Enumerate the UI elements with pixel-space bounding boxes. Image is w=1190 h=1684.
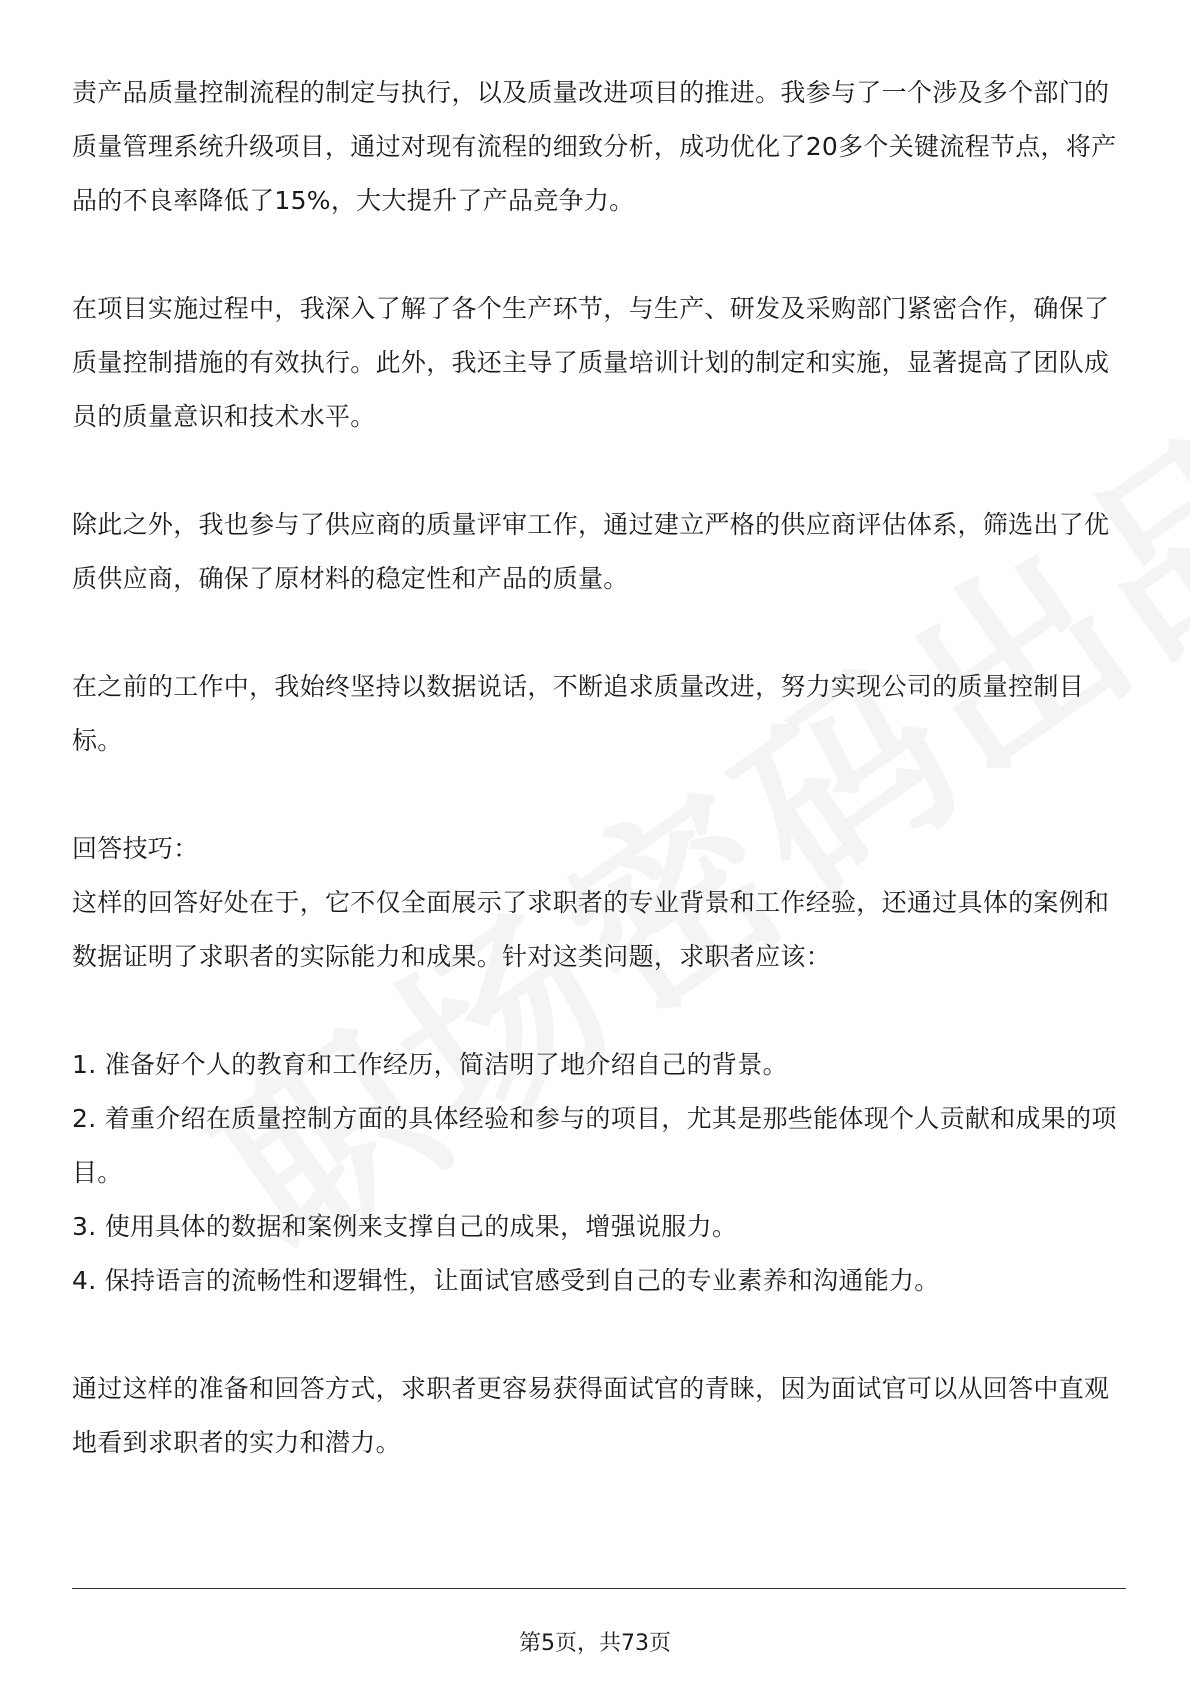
paragraph-supplier-review: 除此之外，我也参与了供应商的质量评审工作，通过建立严格的供应商评估体系，筛选出了优质供应商，确保了原材料的稳定性和产品的质量。	[72, 510, 1110, 593]
tips-heading: 回答技巧：	[72, 834, 199, 863]
tips-list-item: 1. 准备好个人的教育和工作经历，简洁明了地介绍自己的背景。	[72, 1050, 788, 1079]
page-content	[72, 66, 1132, 1470]
tips-list-item: 3. 使用具体的数据和案例来支撑自己的成果，增强说服力。	[72, 1212, 738, 1241]
paragraph-data-driven: 在之前的工作中，我始终坚持以数据说话，不断追求质量改进，努力实现公司的质量控制目标。	[72, 672, 1085, 755]
paragraph-experience-summary: 责产品质量控制流程的制定与执行，以及质量改进项目的推进。我参与了一个涉及多个部门的质量管理系统升级项目，通过对现有流程的细致分析，成功优化了20多个关键流程节点，将产品的不良率降低了15%，大大提升了产品竞争力。	[72, 78, 1117, 215]
tips-list-item: 2. 着重介绍在质量控制方面的具体经验和参与的项目，尤其是那些能体现个人贡献和成果的项目。	[72, 1104, 1117, 1187]
tips-intro: 这样的回答好处在于，它不仅全面展示了求职者的专业背景和工作经验，还通过具体的案例和数据证明了求职者的实际能力和成果。针对这类问题，求职者应该：	[72, 888, 1110, 971]
tips-list-item: 4. 保持语言的流畅性和逻辑性，让面试官感受到自己的专业素养和沟通能力。	[72, 1266, 940, 1295]
tips-conclusion: 通过这样的准备和回答方式，求职者更容易获得面试官的青睐，因为面试官可以从回答中直观地看到求职者的实力和潜力。	[72, 1374, 1110, 1457]
paragraph-implementation: 在项目实施过程中，我深入了解了各个生产环节，与生产、研发及采购部门紧密合作，确保了质量控制措施的有效执行。此外，我还主导了质量培训计划的制定和实施，显著提高了团队成员的质量意识和技术水平。	[72, 294, 1110, 431]
footer-divider	[72, 1588, 1126, 1589]
page-number: 第5页，共73页	[519, 1631, 671, 1656]
